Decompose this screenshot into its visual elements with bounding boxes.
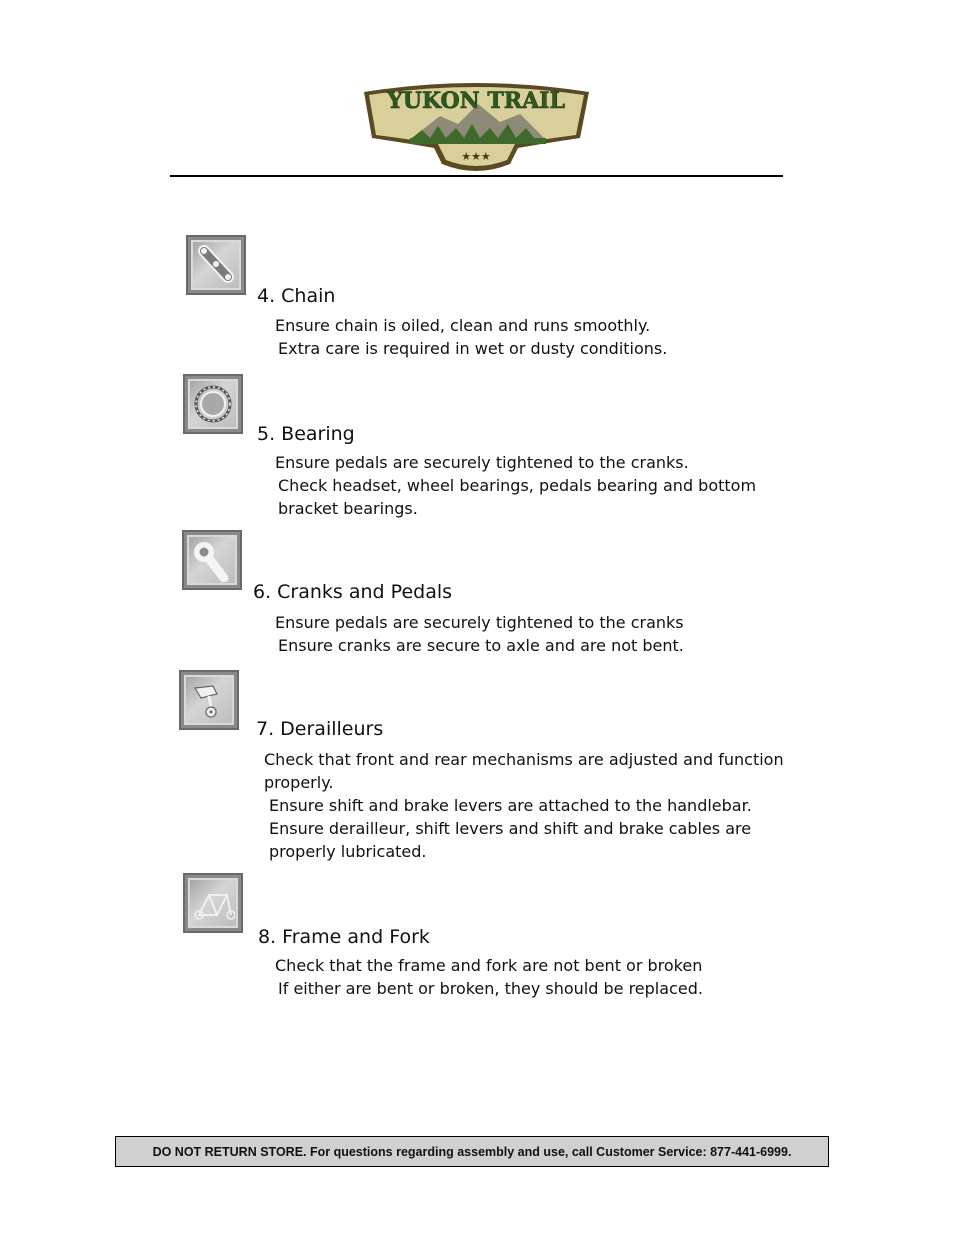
- section-text: Check headset, wheel bearings, pedals bearing and bottom: [278, 476, 757, 495]
- section-text: Check that front and rear mechanisms are adjusted and function: [264, 750, 784, 769]
- section-text: Ensure pedals are securely tightened to the cranks: [275, 613, 684, 632]
- section-text: properly.: [264, 773, 334, 792]
- chain-icon: [186, 235, 246, 295]
- section-title-derailleurs: 7. Derailleurs: [256, 718, 384, 740]
- yukon-trail-logo: [360, 78, 593, 176]
- section-text: If either are bent or broken, they should be replaced.: [278, 979, 703, 998]
- section-title-frame-fork: 8. Frame and Fork: [258, 926, 430, 948]
- section-text: Check that the frame and fork are not bent or broken: [275, 956, 703, 975]
- section-text: Ensure cranks are secure to axle and are not bent.: [278, 636, 684, 655]
- bearing-icon: [183, 374, 243, 434]
- section-text: bracket bearings.: [278, 499, 418, 518]
- section-title-cranks-pedals: 6. Cranks and Pedals: [253, 581, 453, 603]
- logo-text: YUKON TRAIL: [387, 88, 565, 114]
- section-title-chain: 4. Chain: [257, 285, 336, 307]
- derailleur-icon: [179, 670, 239, 730]
- logo-stars: ★★★: [461, 150, 491, 163]
- frame-icon: [183, 873, 243, 933]
- footer-text: DO NOT RETURN STORE. For questions regarding assembly and use, call Customer Service: 877-441-6999.: [152, 1144, 792, 1159]
- section-title-bearing: 5. Bearing: [257, 423, 355, 445]
- crank-icon: [182, 530, 242, 590]
- section-text: Ensure pedals are securely tightened to the cranks.: [275, 453, 689, 472]
- header-divider: [170, 175, 783, 177]
- section-text: Ensure chain is oiled, clean and runs smoothly.: [275, 316, 651, 335]
- section-text: Ensure derailleur, shift levers and shift and brake cables are: [269, 819, 752, 838]
- section-text: Ensure shift and brake levers are attached to the handlebar.: [269, 796, 752, 815]
- section-text: properly lubricated.: [269, 842, 427, 861]
- footer-notice: [115, 1136, 829, 1167]
- section-text: Extra care is required in wet or dusty conditions.: [278, 339, 668, 358]
